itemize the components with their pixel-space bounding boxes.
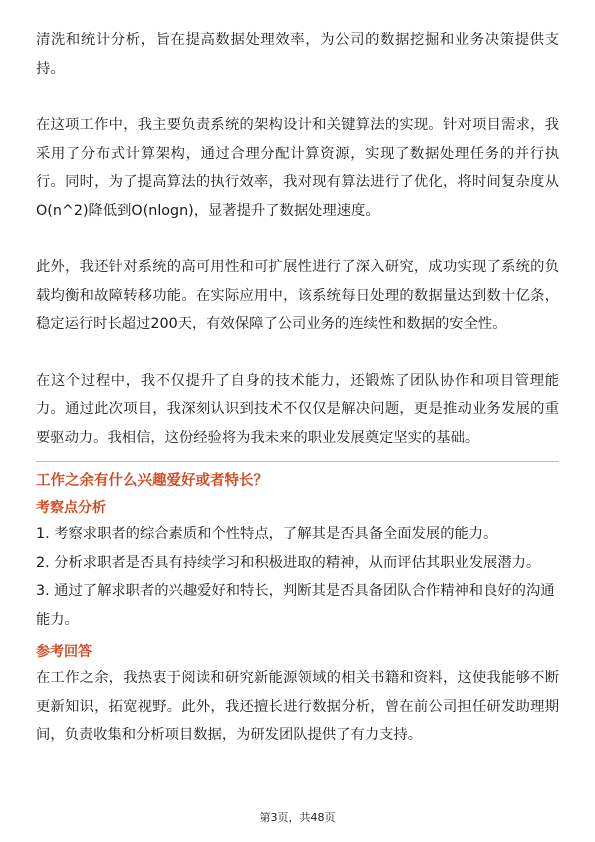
analysis-item-1: 1. 考察求职者的综合素质和个性特点，了解其是否具备全面发展的能力。	[36, 526, 498, 542]
question-title: 工作之余有什么兴趣爱好或者特长？	[36, 473, 268, 489]
answer-text: 在工作之余，我热衷于阅读和研究新能源领域的相关书籍和资料，这使我能够不断更新知识，拓宽视野。此外，我还擅长进行数据分析，曾在前公司担任研发助理期间，负责收集和分析项目数据，为研发团队提供了有力支持。	[36, 670, 559, 743]
analysis-item-2: 2. 分析求职者是否具有持续学习和积极进取的精神，从而评估其职业发展潜力。	[36, 554, 541, 571]
body-paragraph-3: 此外，我还针对系统的高可用性和可扩展性进行了深入研究，成功实现了系统的负载均衡和故障转移功能。在实际应用中，该系统每日处理的数据量达到数十亿条，稳定运行时长超过200天，有效保障了公司业务的连续性和数据的安全性。	[36, 259, 559, 332]
body-paragraph-4: 在这个过程中，我不仅提升了自身的技术能力，还锻炼了团队协作和项目管理能力。通过此次项目，我深刻认识到技术不仅仅是解决问题，更是推动业务发展的重要驱动力。我相信，这份经验将为我未来的职业发展奠定坚实的基础。	[36, 372, 559, 446]
body-paragraph-1: 清洗和统计分析，旨在提高数据处理效率，为公司的数据挖掘和业务决策提供支持。	[36, 32, 559, 77]
analysis-list	[36, 520, 559, 634]
answer-label: 参考回答	[36, 644, 92, 660]
paragraph-gap	[36, 225, 559, 253]
document-page	[36, 26, 559, 750]
section-divider	[36, 461, 559, 462]
body-paragraph-2: 在这项工作中，我主要负责系统的架构设计和关键算法的实现。针对项目需求，我采用了分布式计算架构，通过合理分配计算资源，实现了数据处理任务的并行执行。同时，为了提高算法的执行效率，我对现有算法进行了优化，将时间复杂度从O(n^2)降低到O(nlogn)，显著提升了数据处理速度。	[36, 117, 559, 219]
paragraph-gap	[36, 83, 559, 111]
analysis-label: 考察点分析	[36, 500, 106, 516]
paragraph-gap	[36, 339, 559, 367]
page-number: 第3页，共48页	[259, 811, 336, 824]
analysis-item-3: 3. 通过了解求职者的兴趣爱好和特长，判断其是否具备团队合作精神和良好的沟通能力。	[36, 583, 555, 628]
